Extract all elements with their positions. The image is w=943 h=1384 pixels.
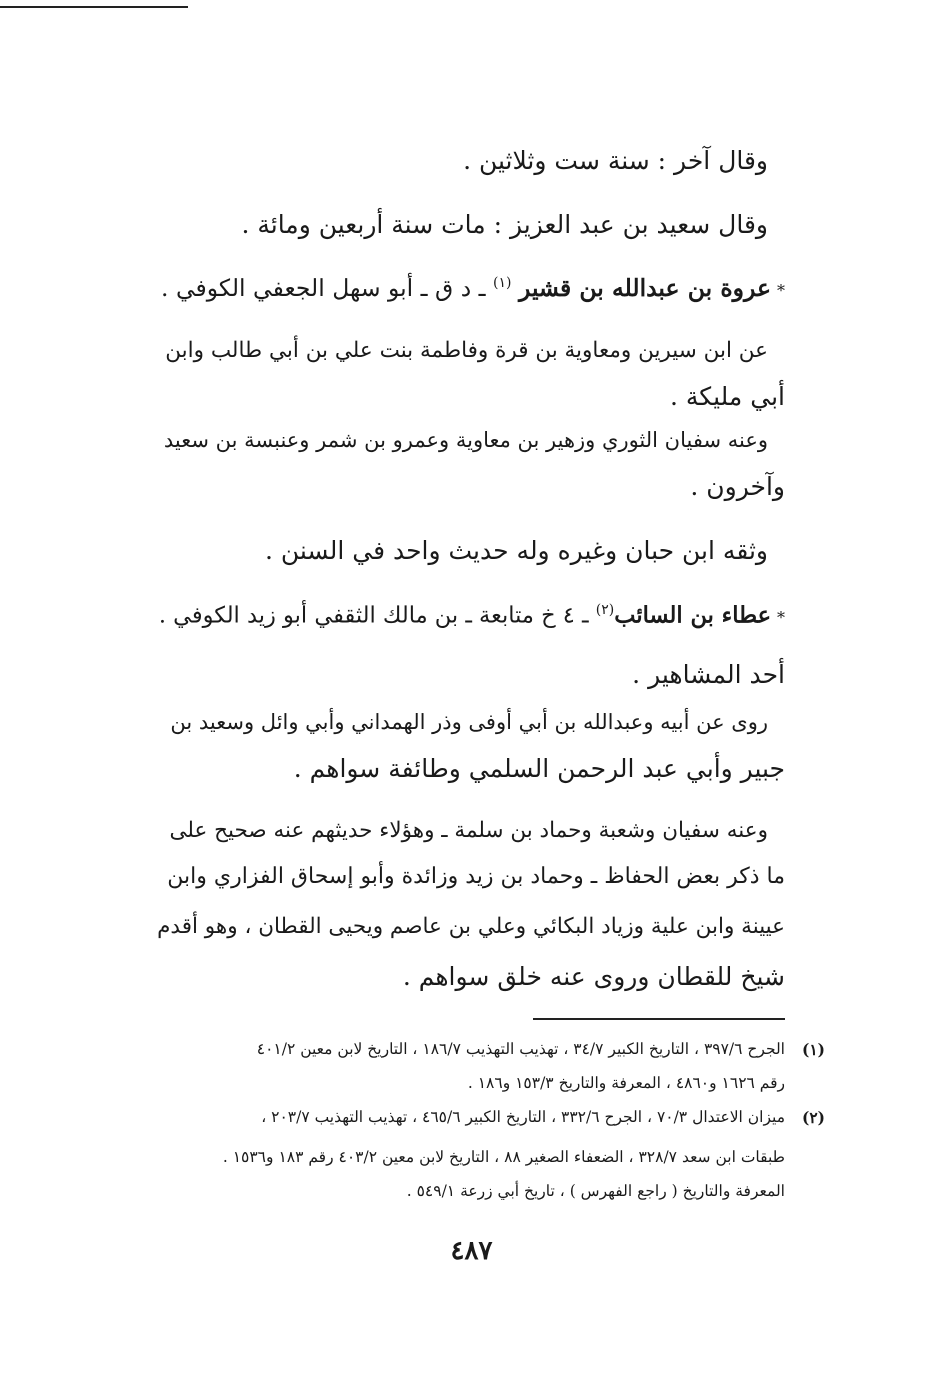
entry-heading-ata (158, 602, 785, 630)
entry-details: ـ ٤ خ متابعة ـ بن مالك الثقفي أبو زيد الكوفي . (158, 602, 589, 629)
paragraph-line: عن ابن سيرين ومعاوية بن قرة وفاطمة بنت علي بن أبي طالب وابن (165, 338, 768, 363)
paragraph-line: أحد المشاهير . (632, 660, 785, 689)
entry-star: * (777, 281, 785, 300)
entry-name: عطاء بن السائب (614, 602, 771, 629)
paragraph-line: وعنه سفيان الثوري وزهير بن معاوية وعمرو بن شمر وعنبسة بن سعيد (163, 428, 768, 452)
paragraph-line: روى عن أبيه وعبدالله بن أبي أوفى وذر الهمداني وأبي وائل وسعيد بن (170, 710, 768, 734)
paragraph-line: جبير وأبي عبد الرحمن السلمي وطائفة سواهم . (293, 754, 785, 783)
paragraph-line: وعنه سفيان وشعبة وحماد بن سلمة ـ وهؤلاء حديثهم عنه صحيح على (169, 818, 768, 843)
footnote-number: (٢) (801, 1108, 825, 1127)
footnote-line: طبقات ابن سعد ٣٢٨/٧ ، الضعفاء الصغير ٨٨ ، التاريخ لابن معين ٤٠٣/٢ رقم ١٨٣ و١٥٣٦ . (222, 1148, 785, 1166)
paragraph-line: أبي مليكة . (669, 382, 785, 411)
entry-name: عروة بن عبدالله بن قشير (518, 274, 771, 302)
page-number: ٤٨٧ (450, 1236, 493, 1266)
footnote-number: (١) (801, 1040, 825, 1059)
footnote-line: ميزان الاعتدال ٧٠/٣ ، الجرح ٣٣٢/٦ ، التاريخ الكبير ٤٦٥/٦ ، تهذيب التهذيب ٢٠٣/٧ ، (261, 1108, 785, 1126)
paragraph-line: شيخ للقطان وروى عنه خلق سواهم . (402, 962, 785, 991)
entry-details: ـ د ق ـ أبو سهل الجعفي الكوفي . (161, 274, 486, 302)
paragraph-line: وثقه ابن حبان وغيره وله حديث واحد في السنن . (264, 536, 768, 565)
footnote-ref: (٢) (595, 602, 615, 618)
paragraph-line: وآخرون . (690, 472, 785, 501)
footnote-line: الجرح ٣٩٧/٦ ، التاريخ الكبير ٣٤/٧ ، تهذيب التهذيب ١٨٦/٧ ، التاريخ لابن معين ٤٠١/٢ (256, 1040, 785, 1058)
paragraph-line: ما ذكر بعض الحفاظ ـ وحماد بن زيد وزائدة وأبو إسحاق الفزاري وابن (167, 864, 785, 889)
footnote-separator (533, 1018, 785, 1020)
entry-heading-urwa (158, 274, 785, 302)
paragraph-line: وقال سعيد بن عبد العزيز : مات سنة أربعين ومائة . (241, 210, 768, 239)
footnote-ref: (١) (493, 275, 512, 292)
footnote-line: رقم ١٦٢٦ و٤٨٦٠ ، المعرفة والتاريخ ١٥٣/٣ و١٨٦ . (467, 1074, 785, 1092)
paragraph-line: وقال آخر : سنة ست وثلاثين . (463, 146, 768, 175)
entry-star: * (777, 607, 785, 627)
paragraph-line: عيينة وابن علية وزياد البكائي وعلي بن عاصم ويحيى القطان ، وهو أقدم (157, 914, 785, 939)
footnote-line: المعرفة والتاريخ ( راجع الفهرس ) ، تاريخ أبي زرعة ٥٤٩/١ . (406, 1182, 785, 1200)
